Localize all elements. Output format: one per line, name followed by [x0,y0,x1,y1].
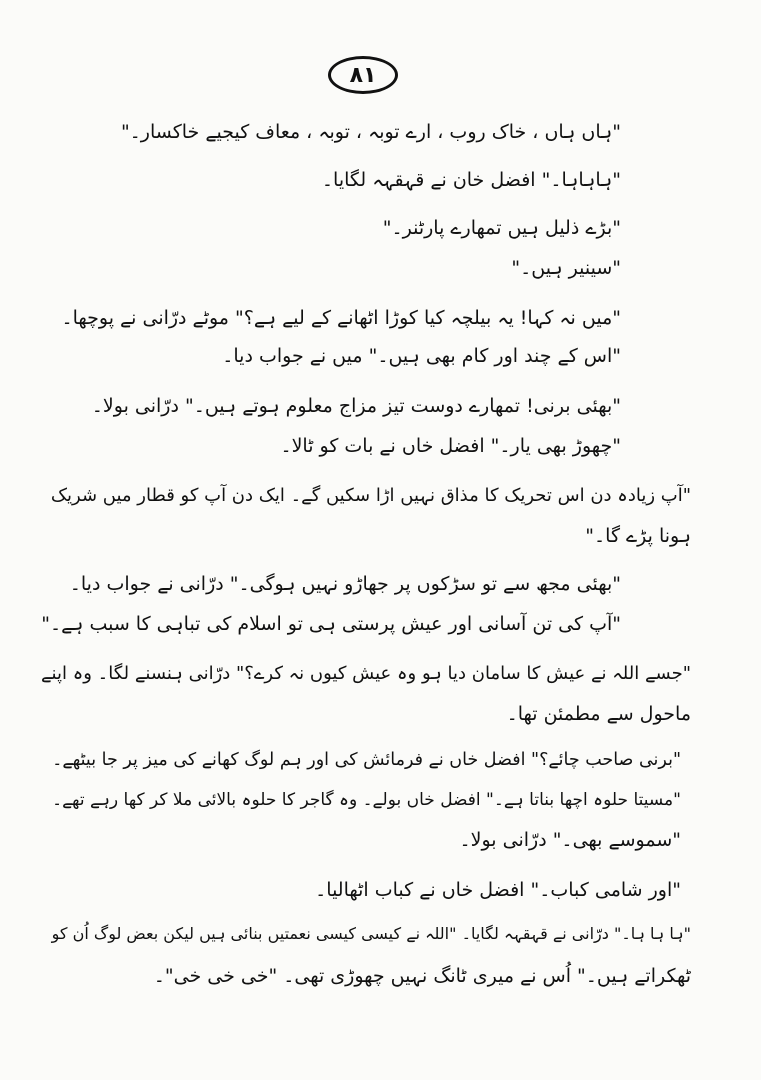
text-line: "آپ زیادہ دن اس تحریک کا مذاق نہیں اڑا سکیں گے۔ ایک دن آپ کو قطار میں شریک [50,485,691,506]
text-line: ہونا پڑے گا۔" [585,525,691,547]
text-line: "چھوڑ بھی یار۔" افضل خاں نے بات کو ٹالا۔ [280,435,621,457]
text-line: "بڑے ذلیل ہیں تمھارے پارٹنر۔" [382,217,621,239]
text-line: ماحول سے مطمئن تھا۔ [506,703,691,725]
text-line: "آپ کی تن آسانی اور عیش پرستی ہی تو اسلام کی تباہی کا سبب ہے۔" [41,613,621,635]
text-line: "اس کے چند اور کام بھی ہیں۔" میں نے جواب دیا۔ [222,345,621,367]
text-line: "ہاں ہاں ، خاک روب ، ارے توبہ ، توبہ ، معاف کیجیے خاکسار۔" [120,121,621,143]
text-line: "ہا ہا ہا۔" درّانی نے قہقہہ لگایا۔ "اللہ نے کیسی کیسی نعمتیں بنائی ہیں لیکن بعض لوگ اُن کو [51,924,691,943]
text-line: "سموسے بھی۔" درّانی بولا۔ [459,829,681,851]
text-line: "جسے اللہ نے عیش کا سامان دیا ہو وہ عیش کیوں نہ کرے؟" درّانی ہنسنے لگا۔ وہ اپنے [40,663,691,684]
text-line: ٹھکراتے ہیں۔" اُس نے میری ٹانگ نہیں چھوڑی تھی۔ "خی خی خی"۔ [153,965,691,987]
text-line: "اور شامی کباب۔" افضل خاں نے کباب اٹھالیا۔ [315,879,681,901]
text-line: "برنی صاحب چائے؟" افضل خاں نے فرمائش کی اور ہم لوگ کھانے کی میز پر جا بیٹھے۔ [52,750,681,770]
text-line: "ہاہاہا۔" افضل خان نے قہقہہ لگایا۔ [321,169,621,191]
text-line: "سینیر ہیں۔" [511,257,621,279]
text-line: "مسیتا حلوہ اچھا بناتا ہے۔" افضل خاں بولے۔ وہ گاجر کا حلوہ بالائی ملا کر کھا رہے تھے۔ [52,790,681,810]
text-line: "میں نہ کہا! یہ بیلچہ کیا کوڑا اٹھانے کے لیے ہے؟" موٹے درّانی نے پوچھا۔ [61,307,621,329]
text-line: "بھئی برنی! تمھارے دوست تیز مزاج معلوم ہوتے ہیں۔" درّانی بولا۔ [91,395,621,417]
text-line: "بھئی مجھ سے تو سڑکوں پر جھاڑو نہیں ہوگی۔" درّانی نے جواب دیا۔ [69,573,621,595]
page-number: ۸۱ [328,56,398,94]
